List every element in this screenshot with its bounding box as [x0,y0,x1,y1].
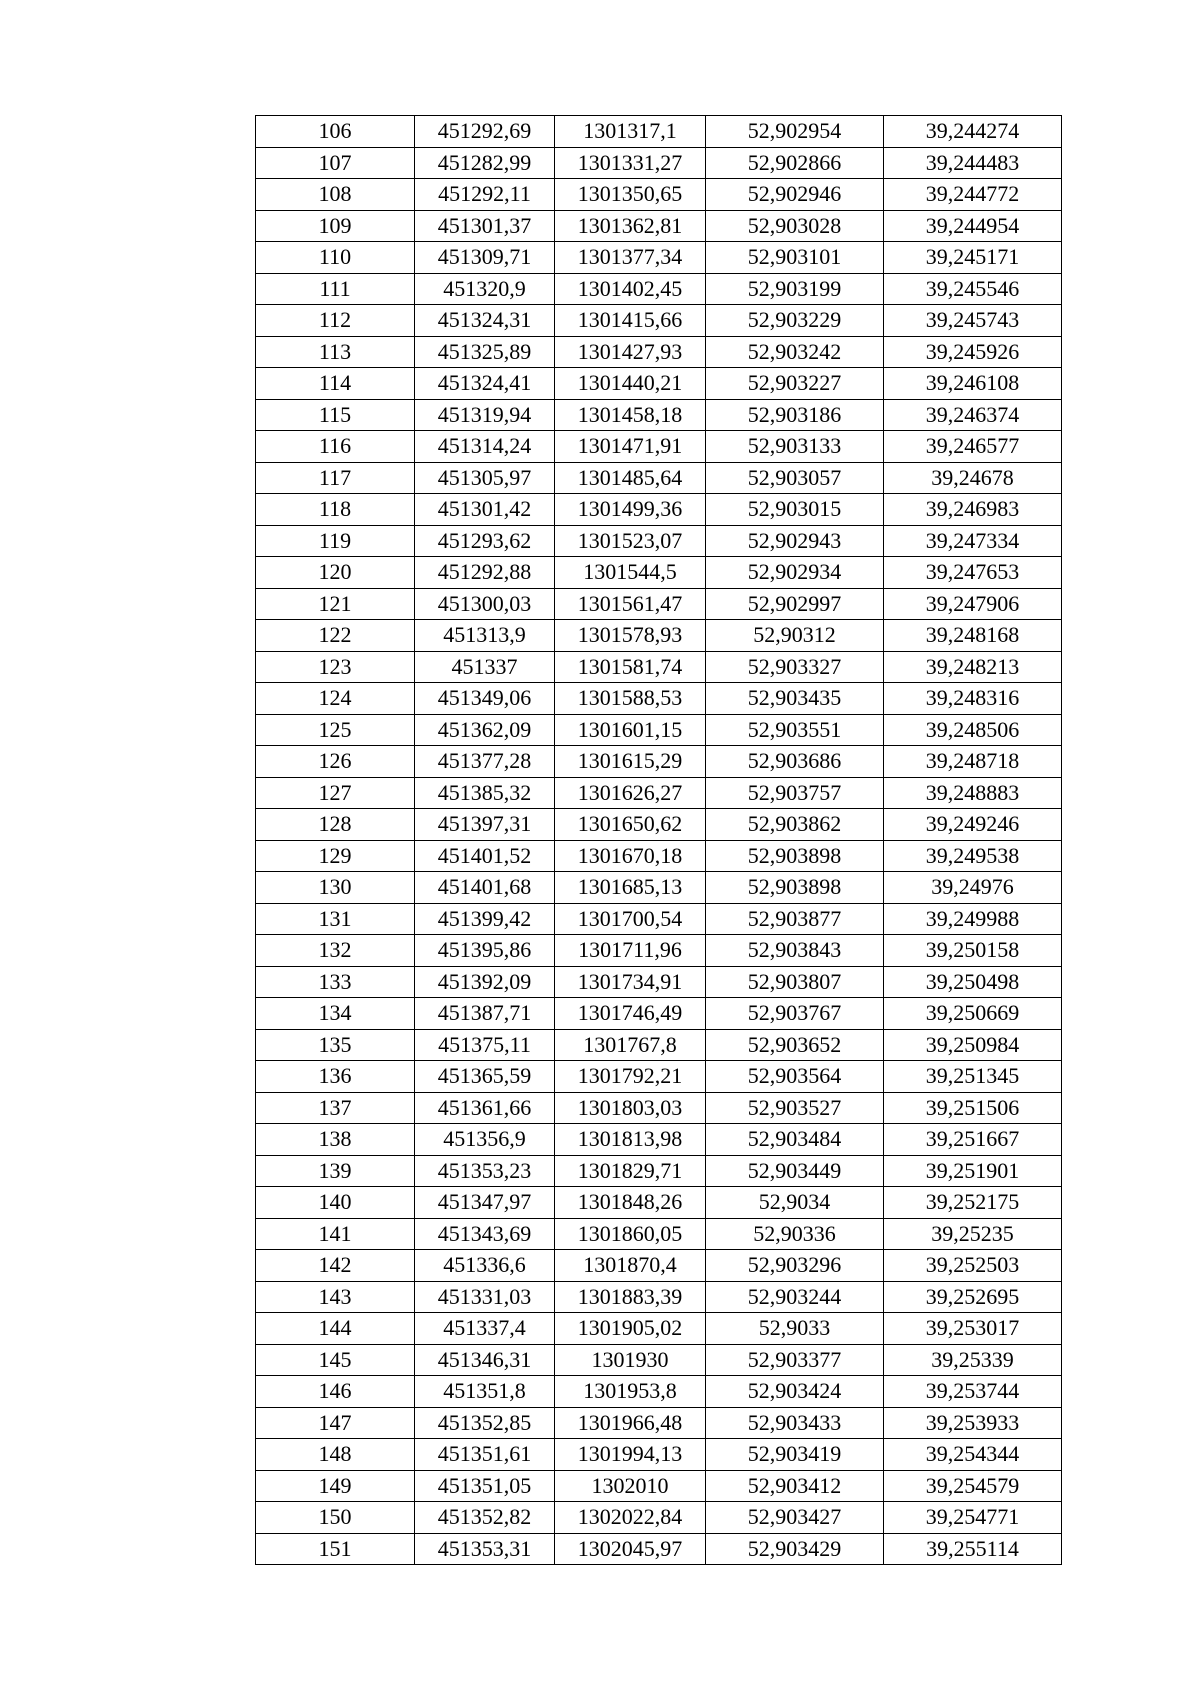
table-row [256,147,1062,179]
point-number-cell: 134 [256,998,415,1030]
y-coordinate-cell: 1301930 [555,1344,706,1376]
x-coordinate-cell: 451343,69 [415,1218,555,1250]
point-number-cell: 113 [256,336,415,368]
y-coordinate-cell: 1301905,02 [555,1313,706,1345]
point-number-cell: 130 [256,872,415,904]
y-coordinate-cell: 1301601,15 [555,714,706,746]
point-number-cell: 142 [256,1250,415,1282]
x-coordinate-cell: 451292,69 [415,116,555,148]
latitude-cell: 52,903057 [706,462,884,494]
x-coordinate-cell: 451395,86 [415,935,555,967]
table-row [256,494,1062,526]
x-coordinate-cell: 451375,11 [415,1029,555,1061]
latitude-cell: 52,902997 [706,588,884,620]
y-coordinate-cell: 1301860,05 [555,1218,706,1250]
point-number-cell: 124 [256,683,415,715]
latitude-cell: 52,903527 [706,1092,884,1124]
x-coordinate-cell: 451352,85 [415,1407,555,1439]
latitude-cell: 52,903686 [706,746,884,778]
y-coordinate-cell: 1301615,29 [555,746,706,778]
x-coordinate-cell: 451305,97 [415,462,555,494]
x-coordinate-cell: 451365,59 [415,1061,555,1093]
x-coordinate-cell: 451397,31 [415,809,555,841]
x-coordinate-cell: 451292,11 [415,179,555,211]
table-row [256,1344,1062,1376]
y-coordinate-cell: 1301458,18 [555,399,706,431]
x-coordinate-cell: 451324,31 [415,305,555,337]
point-number-cell: 111 [256,273,415,305]
longitude-cell: 39,249538 [884,840,1062,872]
table-row [256,462,1062,494]
y-coordinate-cell: 1301870,4 [555,1250,706,1282]
x-coordinate-cell: 451377,28 [415,746,555,778]
y-coordinate-cell: 1301803,03 [555,1092,706,1124]
latitude-cell: 52,902946 [706,179,884,211]
point-number-cell: 115 [256,399,415,431]
table-row [256,588,1062,620]
x-coordinate-cell: 451349,06 [415,683,555,715]
table-row [256,1313,1062,1345]
y-coordinate-cell: 1301350,65 [555,179,706,211]
point-number-cell: 120 [256,557,415,589]
longitude-cell: 39,249246 [884,809,1062,841]
longitude-cell: 39,255114 [884,1533,1062,1565]
table-row [256,1250,1062,1282]
y-coordinate-cell: 1301994,13 [555,1439,706,1471]
x-coordinate-cell: 451351,8 [415,1376,555,1408]
point-number-cell: 145 [256,1344,415,1376]
table-row [256,620,1062,652]
point-number-cell: 117 [256,462,415,494]
coordinates-table [255,115,1062,1565]
point-number-cell: 114 [256,368,415,400]
y-coordinate-cell: 1301588,53 [555,683,706,715]
point-number-cell: 146 [256,1376,415,1408]
longitude-cell: 39,247906 [884,588,1062,620]
x-coordinate-cell: 451353,31 [415,1533,555,1565]
point-number-cell: 112 [256,305,415,337]
table-row [256,557,1062,589]
y-coordinate-cell: 1301578,93 [555,620,706,652]
y-coordinate-cell: 1301813,98 [555,1124,706,1156]
latitude-cell: 52,903757 [706,777,884,809]
x-coordinate-cell: 451353,23 [415,1155,555,1187]
table-row [256,1092,1062,1124]
y-coordinate-cell: 1301331,27 [555,147,706,179]
latitude-cell: 52,903843 [706,935,884,967]
y-coordinate-cell: 1301953,8 [555,1376,706,1408]
y-coordinate-cell: 1301415,66 [555,305,706,337]
table-row [256,368,1062,400]
longitude-cell: 39,246108 [884,368,1062,400]
y-coordinate-cell: 1301377,34 [555,242,706,274]
x-coordinate-cell: 451320,9 [415,273,555,305]
y-coordinate-cell: 1301317,1 [555,116,706,148]
point-number-cell: 151 [256,1533,415,1565]
table-row [256,1061,1062,1093]
longitude-cell: 39,250984 [884,1029,1062,1061]
y-coordinate-cell: 1301829,71 [555,1155,706,1187]
longitude-cell: 39,250498 [884,966,1062,998]
longitude-cell: 39,248506 [884,714,1062,746]
latitude-cell: 52,9033 [706,1313,884,1345]
longitude-cell: 39,248718 [884,746,1062,778]
latitude-cell: 52,90336 [706,1218,884,1250]
table-row [256,1187,1062,1219]
latitude-cell: 52,903186 [706,399,884,431]
table-row [256,525,1062,557]
point-number-cell: 116 [256,431,415,463]
latitude-cell: 52,903015 [706,494,884,526]
point-number-cell: 121 [256,588,415,620]
longitude-cell: 39,245546 [884,273,1062,305]
longitude-cell: 39,24678 [884,462,1062,494]
latitude-cell: 52,903377 [706,1344,884,1376]
x-coordinate-cell: 451352,82 [415,1502,555,1534]
latitude-cell: 52,903327 [706,651,884,683]
longitude-cell: 39,253744 [884,1376,1062,1408]
longitude-cell: 39,244954 [884,210,1062,242]
table-row [256,1155,1062,1187]
longitude-cell: 39,252695 [884,1281,1062,1313]
coordinates-table-body [256,116,1062,1565]
table-row [256,840,1062,872]
latitude-cell: 52,903296 [706,1250,884,1282]
x-coordinate-cell: 451313,9 [415,620,555,652]
point-number-cell: 126 [256,746,415,778]
x-coordinate-cell: 451300,03 [415,588,555,620]
table-row [256,179,1062,211]
x-coordinate-cell: 451325,89 [415,336,555,368]
point-number-cell: 110 [256,242,415,274]
table-row [256,966,1062,998]
table-row [256,1218,1062,1250]
x-coordinate-cell: 451387,71 [415,998,555,1030]
y-coordinate-cell: 1301966,48 [555,1407,706,1439]
longitude-cell: 39,25339 [884,1344,1062,1376]
table-row [256,1407,1062,1439]
y-coordinate-cell: 1301402,45 [555,273,706,305]
longitude-cell: 39,253017 [884,1313,1062,1345]
x-coordinate-cell: 451401,68 [415,872,555,904]
longitude-cell: 39,254344 [884,1439,1062,1471]
y-coordinate-cell: 1302010 [555,1470,706,1502]
point-number-cell: 107 [256,147,415,179]
y-coordinate-cell: 1301767,8 [555,1029,706,1061]
latitude-cell: 52,903484 [706,1124,884,1156]
y-coordinate-cell: 1301848,26 [555,1187,706,1219]
point-number-cell: 125 [256,714,415,746]
table-row [256,903,1062,935]
y-coordinate-cell: 1301581,74 [555,651,706,683]
longitude-cell: 39,251345 [884,1061,1062,1093]
longitude-cell: 39,246374 [884,399,1062,431]
longitude-cell: 39,250669 [884,998,1062,1030]
point-number-cell: 108 [256,179,415,211]
table-row [256,746,1062,778]
y-coordinate-cell: 1301670,18 [555,840,706,872]
x-coordinate-cell: 451309,71 [415,242,555,274]
longitude-cell: 39,247334 [884,525,1062,557]
latitude-cell: 52,903551 [706,714,884,746]
latitude-cell: 52,903898 [706,872,884,904]
y-coordinate-cell: 1301427,93 [555,336,706,368]
table-row [256,809,1062,841]
x-coordinate-cell: 451337,4 [415,1313,555,1345]
y-coordinate-cell: 1302045,97 [555,1533,706,1565]
y-coordinate-cell: 1301746,49 [555,998,706,1030]
point-number-cell: 123 [256,651,415,683]
longitude-cell: 39,245171 [884,242,1062,274]
longitude-cell: 39,248168 [884,620,1062,652]
latitude-cell: 52,903199 [706,273,884,305]
latitude-cell: 52,903435 [706,683,884,715]
latitude-cell: 52,903419 [706,1439,884,1471]
y-coordinate-cell: 1301471,91 [555,431,706,463]
latitude-cell: 52,903227 [706,368,884,400]
longitude-cell: 39,247653 [884,557,1062,589]
latitude-cell: 52,903412 [706,1470,884,1502]
y-coordinate-cell: 1301485,64 [555,462,706,494]
y-coordinate-cell: 1301499,36 [555,494,706,526]
y-coordinate-cell: 1301362,81 [555,210,706,242]
point-number-cell: 150 [256,1502,415,1534]
longitude-cell: 39,24976 [884,872,1062,904]
latitude-cell: 52,903244 [706,1281,884,1313]
table-row [256,714,1062,746]
y-coordinate-cell: 1301711,96 [555,935,706,967]
longitude-cell: 39,244772 [884,179,1062,211]
latitude-cell: 52,903652 [706,1029,884,1061]
y-coordinate-cell: 1301650,62 [555,809,706,841]
latitude-cell: 52,902943 [706,525,884,557]
longitude-cell: 39,251667 [884,1124,1062,1156]
x-coordinate-cell: 451282,99 [415,147,555,179]
x-coordinate-cell: 451351,05 [415,1470,555,1502]
table-row [256,651,1062,683]
table-row [256,1439,1062,1471]
point-number-cell: 148 [256,1439,415,1471]
latitude-cell: 52,903877 [706,903,884,935]
longitude-cell: 39,252503 [884,1250,1062,1282]
y-coordinate-cell: 1301561,47 [555,588,706,620]
longitude-cell: 39,250158 [884,935,1062,967]
latitude-cell: 52,903101 [706,242,884,274]
longitude-cell: 39,249988 [884,903,1062,935]
longitude-cell: 39,253933 [884,1407,1062,1439]
longitude-cell: 39,248316 [884,683,1062,715]
point-number-cell: 135 [256,1029,415,1061]
latitude-cell: 52,903133 [706,431,884,463]
table-row [256,399,1062,431]
x-coordinate-cell: 451401,52 [415,840,555,872]
table-row [256,273,1062,305]
point-number-cell: 136 [256,1061,415,1093]
latitude-cell: 52,903028 [706,210,884,242]
table-row [256,1124,1062,1156]
point-number-cell: 129 [256,840,415,872]
x-coordinate-cell: 451356,9 [415,1124,555,1156]
longitude-cell: 39,244274 [884,116,1062,148]
longitude-cell: 39,251901 [884,1155,1062,1187]
table-row [256,336,1062,368]
latitude-cell: 52,903242 [706,336,884,368]
longitude-cell: 39,25235 [884,1218,1062,1250]
longitude-cell: 39,251506 [884,1092,1062,1124]
y-coordinate-cell: 1301734,91 [555,966,706,998]
point-number-cell: 132 [256,935,415,967]
longitude-cell: 39,254771 [884,1502,1062,1534]
point-number-cell: 141 [256,1218,415,1250]
point-number-cell: 109 [256,210,415,242]
table-row [256,1281,1062,1313]
table-row [256,1470,1062,1502]
point-number-cell: 143 [256,1281,415,1313]
x-coordinate-cell: 451324,41 [415,368,555,400]
latitude-cell: 52,903862 [706,809,884,841]
y-coordinate-cell: 1301792,21 [555,1061,706,1093]
point-number-cell: 127 [256,777,415,809]
latitude-cell: 52,903564 [706,1061,884,1093]
point-number-cell: 137 [256,1092,415,1124]
table-row [256,1502,1062,1534]
longitude-cell: 39,244483 [884,147,1062,179]
table-row [256,1376,1062,1408]
x-coordinate-cell: 451361,66 [415,1092,555,1124]
table-row [256,998,1062,1030]
x-coordinate-cell: 451347,97 [415,1187,555,1219]
point-number-cell: 119 [256,525,415,557]
x-coordinate-cell: 451314,24 [415,431,555,463]
point-number-cell: 118 [256,494,415,526]
point-number-cell: 122 [256,620,415,652]
longitude-cell: 39,245926 [884,336,1062,368]
x-coordinate-cell: 451392,09 [415,966,555,998]
table-row [256,1533,1062,1565]
latitude-cell: 52,903433 [706,1407,884,1439]
x-coordinate-cell: 451337 [415,651,555,683]
longitude-cell: 39,246577 [884,431,1062,463]
y-coordinate-cell: 1301700,54 [555,903,706,935]
x-coordinate-cell: 451301,42 [415,494,555,526]
latitude-cell: 52,90312 [706,620,884,652]
table-row [256,872,1062,904]
longitude-cell: 39,248883 [884,777,1062,809]
point-number-cell: 128 [256,809,415,841]
x-coordinate-cell: 451399,42 [415,903,555,935]
table-row [256,305,1062,337]
table-row [256,116,1062,148]
latitude-cell: 52,903424 [706,1376,884,1408]
table-row [256,777,1062,809]
latitude-cell: 52,903229 [706,305,884,337]
point-number-cell: 138 [256,1124,415,1156]
x-coordinate-cell: 451336,6 [415,1250,555,1282]
latitude-cell: 52,903898 [706,840,884,872]
y-coordinate-cell: 1301626,27 [555,777,706,809]
table-row [256,1029,1062,1061]
x-coordinate-cell: 451385,32 [415,777,555,809]
table-row [256,935,1062,967]
x-coordinate-cell: 451301,37 [415,210,555,242]
point-number-cell: 140 [256,1187,415,1219]
latitude-cell: 52,902934 [706,557,884,589]
y-coordinate-cell: 1302022,84 [555,1502,706,1534]
point-number-cell: 131 [256,903,415,935]
longitude-cell: 39,245743 [884,305,1062,337]
longitude-cell: 39,252175 [884,1187,1062,1219]
x-coordinate-cell: 451362,09 [415,714,555,746]
longitude-cell: 39,254579 [884,1470,1062,1502]
latitude-cell: 52,903427 [706,1502,884,1534]
latitude-cell: 52,903429 [706,1533,884,1565]
longitude-cell: 39,246983 [884,494,1062,526]
point-number-cell: 139 [256,1155,415,1187]
x-coordinate-cell: 451319,94 [415,399,555,431]
latitude-cell: 52,902866 [706,147,884,179]
x-coordinate-cell: 451351,61 [415,1439,555,1471]
latitude-cell: 52,9034 [706,1187,884,1219]
y-coordinate-cell: 1301685,13 [555,872,706,904]
table-row [256,683,1062,715]
latitude-cell: 52,902954 [706,116,884,148]
latitude-cell: 52,903767 [706,998,884,1030]
point-number-cell: 149 [256,1470,415,1502]
y-coordinate-cell: 1301440,21 [555,368,706,400]
latitude-cell: 52,903449 [706,1155,884,1187]
x-coordinate-cell: 451293,62 [415,525,555,557]
longitude-cell: 39,248213 [884,651,1062,683]
x-coordinate-cell: 451292,88 [415,557,555,589]
y-coordinate-cell: 1301883,39 [555,1281,706,1313]
latitude-cell: 52,903807 [706,966,884,998]
x-coordinate-cell: 451346,31 [415,1344,555,1376]
table-row [256,431,1062,463]
point-number-cell: 144 [256,1313,415,1345]
point-number-cell: 106 [256,116,415,148]
point-number-cell: 147 [256,1407,415,1439]
point-number-cell: 133 [256,966,415,998]
table-row [256,210,1062,242]
table-row [256,242,1062,274]
y-coordinate-cell: 1301523,07 [555,525,706,557]
x-coordinate-cell: 451331,03 [415,1281,555,1313]
y-coordinate-cell: 1301544,5 [555,557,706,589]
